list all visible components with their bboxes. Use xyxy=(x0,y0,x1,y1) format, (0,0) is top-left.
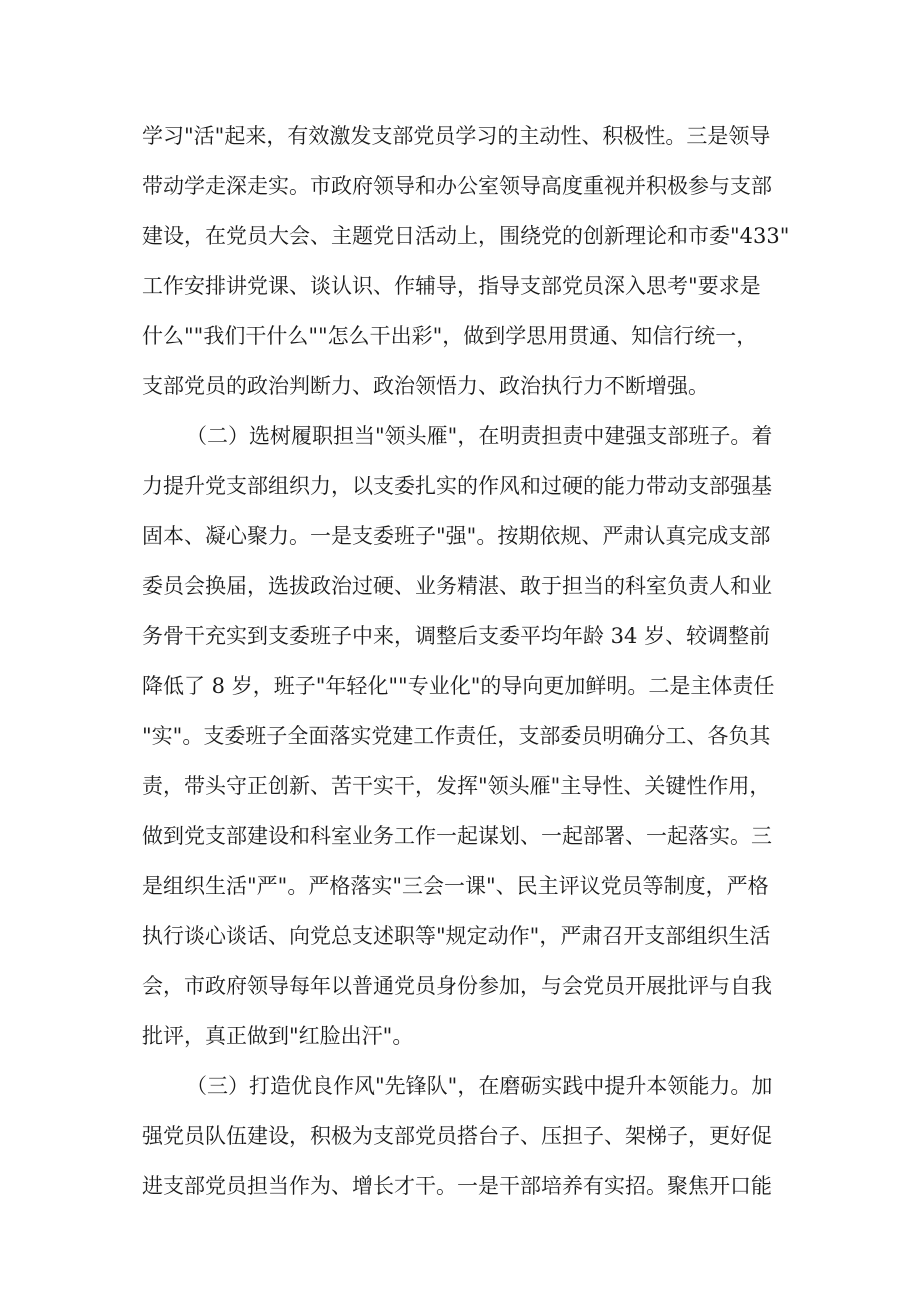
text-line: 是组织生活"严"。严格落实"三会一课"、民主评议党员等制度，严格 xyxy=(142,874,769,898)
text-line: 工作安排讲党课、谈认识、作辅导，指导支部党员深入思考"要求是 xyxy=(142,274,761,298)
text-line: 强党员队伍建设，积极为支部党员搭台子、压担子、架梯子，更好促 xyxy=(142,1124,772,1148)
text-line: 进支部党员担当作为、增长才干。一是干部培养有实招。聚焦开口能 xyxy=(142,1174,772,1198)
text-line: 建设，在党员大会、主题党日活动上，围绕党的创新理论和市委"433" xyxy=(142,224,790,248)
text-line: 固本、凝心聚力。一是支委班子"强"。按期依规、严肃认真完成支部 xyxy=(142,524,771,548)
text-line: 执行谈心谈话、向党总支述职等"规定动作"，严肃召开支部组织生活 xyxy=(142,924,771,948)
text-line: 委员会换届，选拔政治过硬、业务精湛、敢于担当的科室负责人和业 xyxy=(142,574,772,598)
text-line: 什么""我们干什么""怎么干出彩"，做到学思用贯通、知信行统一， xyxy=(142,324,758,348)
text-line: 学习"活"起来，有效激发支部党员学习的主动性、积极性。三是领导 xyxy=(142,124,771,148)
text-line: 会，市政府领导每年以普通党员身份参加，与会党员开展批评与自我 xyxy=(142,974,772,998)
text-line: 降低了 8 岁，班子"年轻化""专业化"的导向更加鲜明。二是主体责任 xyxy=(142,674,775,698)
text-line: 力提升党支部组织力，以支委扎实的作风和过硬的能力带动支部强基 xyxy=(142,474,772,498)
paragraph-heading-3: （三）打造优良作风"先锋队"，在磨砺实践中提升本领能力。加 xyxy=(186,1074,773,1098)
text-line: 支部党员的政治判断力、政治领悟力、政治执行力不断增强。 xyxy=(142,374,709,398)
text-line: "实"。支委班子全面落实党建工作责任，支部委员明确分工、各负其 xyxy=(142,724,771,748)
text-line: 务骨干充实到支委班子中来，调整后支委平均年龄 34 岁、较调整前 xyxy=(142,624,771,648)
text-line: 带动学走深走实。市政府领导和办公室领导高度重视并积极参与支部 xyxy=(142,174,772,198)
text-line: 责，带头守正创新、苦干实干，发挥"领头雁"主导性、关键性作用， xyxy=(142,774,771,798)
text-line: 做到党支部建设和科室业务工作一起谋划、一起部署、一起落实。三 xyxy=(142,824,772,848)
paragraph-heading-2: （二）选树履职担当"领头雁"，在明责担责中建强支部班子。着 xyxy=(186,424,773,448)
text-line: 批评，真正做到"红脸出汗"。 xyxy=(142,1024,414,1048)
